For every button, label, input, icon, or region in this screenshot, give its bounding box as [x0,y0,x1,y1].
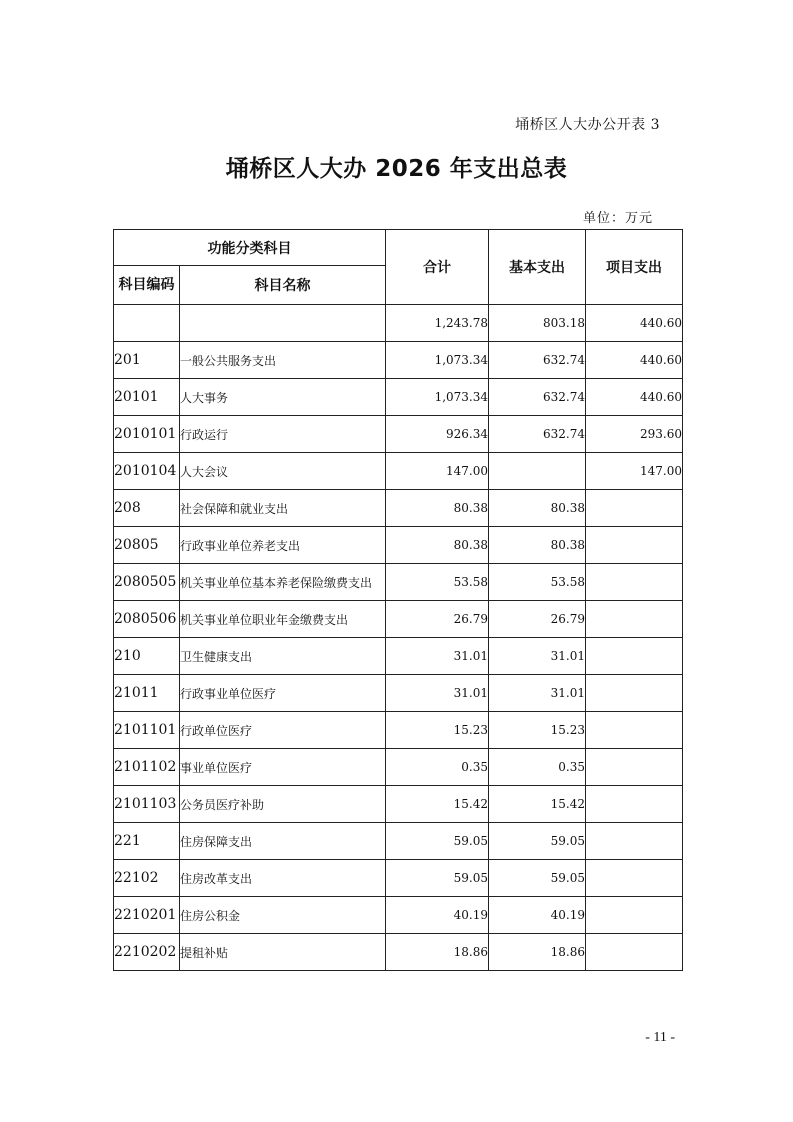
cell-basic-expenditure: 632.74 [489,342,586,379]
cell-total: 15.23 [386,712,489,749]
cell-total: 1,073.34 [386,342,489,379]
cell-project-expenditure [586,564,683,601]
cell-subject-name: 一般公共服务支出 [180,342,386,379]
cell-subject-code: 22102 [114,860,180,897]
cell-subject-name: 住房改革支出 [180,860,386,897]
table-row [114,786,683,823]
cell-total: 80.38 [386,527,489,564]
cell-project-expenditure: 147.00 [586,453,683,490]
cell-basic-expenditure: 59.05 [489,823,586,860]
table-row [114,601,683,638]
cell-subject-code: 210 [114,638,180,675]
cell-subject-name: 住房公积金 [180,897,386,934]
cell-project-expenditure [586,897,683,934]
cell-subject-name: 事业单位医疗 [180,749,386,786]
table-row [114,934,683,971]
cell-subject-code: 221 [114,823,180,860]
cell-total: 18.86 [386,934,489,971]
cell-subject-name: 人大会议 [180,453,386,490]
cell-basic-expenditure: 59.05 [489,860,586,897]
table-row [114,860,683,897]
cell-subject-code: 201 [114,342,180,379]
cell-subject-code: 2210202 [114,934,180,971]
table-row [114,564,683,601]
cell-subject-code: 21011 [114,675,180,712]
cell-project-expenditure [586,786,683,823]
cell-total: 31.01 [386,638,489,675]
cell-subject-name: 人大事务 [180,379,386,416]
table-row [114,305,683,342]
page-title: 埇桥区人大办 2026 年支出总表 [225,156,568,182]
table-row [114,453,683,490]
cell-basic-expenditure: 15.23 [489,712,586,749]
cell-subject-code: 2010104 [114,453,180,490]
cell-basic-expenditure: 40.19 [489,897,586,934]
cell-total: 1,073.34 [386,379,489,416]
page-number: - 11 - [645,1030,675,1045]
header-subject-code: 科目编码 [114,266,180,305]
table-row [114,379,683,416]
header-subject-name: 科目名称 [180,266,386,305]
cell-subject-code: 2101102 [114,749,180,786]
cell-subject-code: 2101101 [114,712,180,749]
table-body [114,305,683,971]
cell-total: 0.35 [386,749,489,786]
cell-total: 59.05 [386,823,489,860]
cell-subject-name: 住房保障支出 [180,823,386,860]
cell-project-expenditure: 293.60 [586,416,683,453]
header-function-category: 功能分类科目 [114,230,386,266]
header-total: 合计 [386,230,489,305]
cell-basic-expenditure: 632.74 [489,416,586,453]
cell-total: 80.38 [386,490,489,527]
cell-total: 1,243.78 [386,305,489,342]
cell-total: 15.42 [386,786,489,823]
cell-total: 31.01 [386,675,489,712]
cell-basic-expenditure: 803.18 [489,305,586,342]
cell-subject-code: 20805 [114,527,180,564]
cell-subject-name: 行政事业单位养老支出 [180,527,386,564]
table-row [114,675,683,712]
cell-subject-name [180,305,386,342]
cell-total: 147.00 [386,453,489,490]
table-row [114,490,683,527]
cell-project-expenditure: 440.60 [586,342,683,379]
cell-total: 59.05 [386,860,489,897]
table-row [114,342,683,379]
cell-subject-name: 机关事业单位职业年金缴费支出 [180,601,386,638]
cell-total: 53.58 [386,564,489,601]
cell-project-expenditure [586,675,683,712]
cell-subject-code: 2080506 [114,601,180,638]
cell-project-expenditure [586,490,683,527]
cell-subject-name: 机关事业单位基本养老保险缴费支出 [180,564,386,601]
unit-label: 单位：万元 [582,211,653,226]
cell-total: 40.19 [386,897,489,934]
table-reference-label: 埇桥区人大办公开表 3 [515,117,660,133]
cell-basic-expenditure: 53.58 [489,564,586,601]
cell-subject-name: 行政单位医疗 [180,712,386,749]
cell-subject-code: 20101 [114,379,180,416]
cell-subject-name: 卫生健康支出 [180,638,386,675]
expenditure-table [113,229,683,971]
cell-subject-code: 2010101 [114,416,180,453]
cell-project-expenditure [586,601,683,638]
cell-project-expenditure [586,860,683,897]
cell-total: 926.34 [386,416,489,453]
cell-subject-code: 2210201 [114,897,180,934]
table-row [114,749,683,786]
cell-basic-expenditure: 26.79 [489,601,586,638]
cell-subject-name: 行政运行 [180,416,386,453]
header-project-expenditure: 项目支出 [586,230,683,305]
table-row [114,416,683,453]
table-row [114,897,683,934]
header-basic-expenditure: 基本支出 [489,230,586,305]
cell-subject-name: 提租补贴 [180,934,386,971]
cell-project-expenditure [586,934,683,971]
cell-total: 26.79 [386,601,489,638]
cell-project-expenditure [586,712,683,749]
cell-subject-code: 2080505 [114,564,180,601]
cell-basic-expenditure: 15.42 [489,786,586,823]
cell-basic-expenditure: 18.86 [489,934,586,971]
cell-basic-expenditure: 632.74 [489,379,586,416]
table-row [114,823,683,860]
cell-project-expenditure [586,823,683,860]
cell-subject-code: 2101103 [114,786,180,823]
cell-basic-expenditure: 0.35 [489,749,586,786]
table-row [114,638,683,675]
cell-basic-expenditure: 80.38 [489,490,586,527]
cell-project-expenditure [586,638,683,675]
cell-subject-name: 行政事业单位医疗 [180,675,386,712]
cell-basic-expenditure: 31.01 [489,675,586,712]
cell-basic-expenditure [489,453,586,490]
table-row [114,527,683,564]
cell-project-expenditure [586,527,683,564]
cell-basic-expenditure: 80.38 [489,527,586,564]
cell-project-expenditure [586,749,683,786]
cell-project-expenditure: 440.60 [586,305,683,342]
table-row [114,712,683,749]
cell-subject-name: 社会保障和就业支出 [180,490,386,527]
cell-subject-code: 208 [114,490,180,527]
cell-basic-expenditure: 31.01 [489,638,586,675]
cell-project-expenditure: 440.60 [586,379,683,416]
cell-subject-name: 公务员医疗补助 [180,786,386,823]
table-header [114,230,683,305]
cell-subject-code [114,305,180,342]
